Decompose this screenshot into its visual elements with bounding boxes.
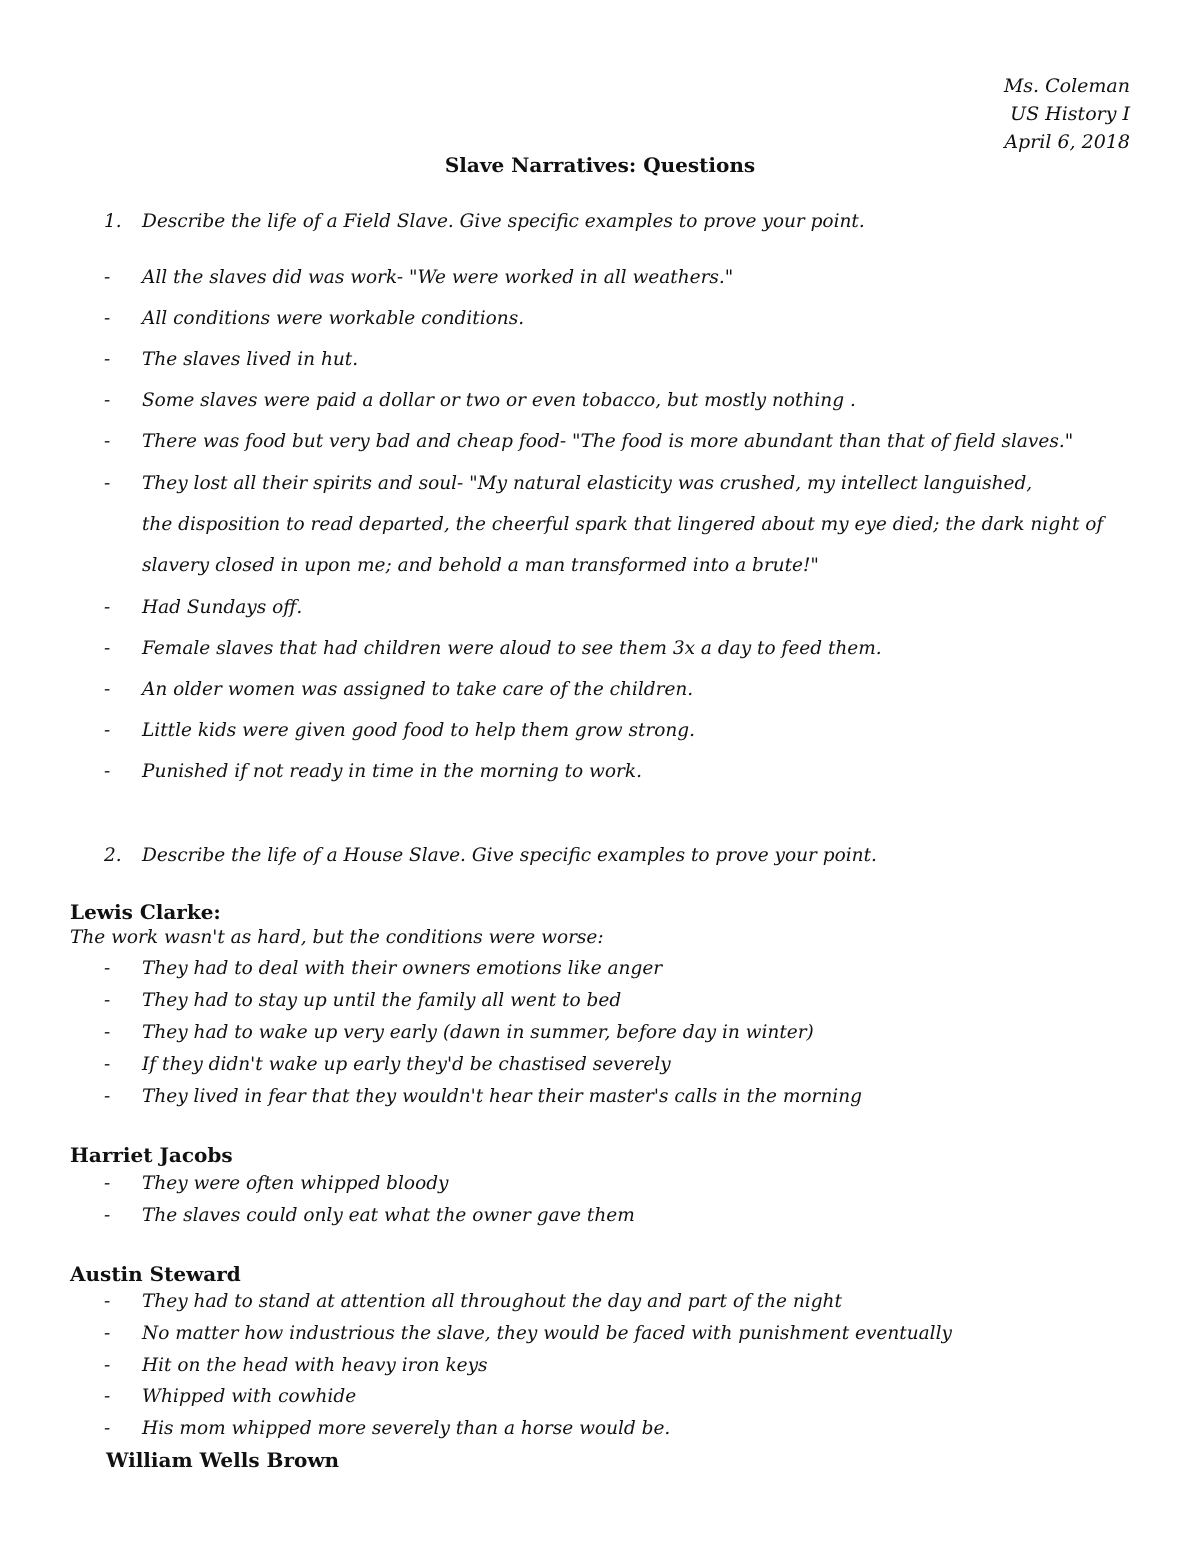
question-1 — [104, 211, 865, 232]
list-item: - They had to deal with their owners emotions like anger — [104, 958, 663, 979]
list-item: - They had to stay up until the family all went to bed — [104, 990, 622, 1011]
list-item: - Some slaves were paid a dollar or two or even tobacco, but mostly nothing . — [104, 390, 856, 411]
page-title: Slave Narratives: Questions — [444, 153, 756, 177]
list-item-continuation: slavery closed in upon me; and behold a man transformed into a brute!" — [142, 555, 819, 576]
document-header — [1004, 72, 1130, 156]
question-number: 2. — [104, 845, 122, 866]
list-item: - No matter how industrious the slave, they would be faced with punishment eventually — [104, 1323, 952, 1344]
list-item: - The slaves lived in hut. — [104, 349, 359, 370]
section-heading-lewis-clarke: Lewis Clarke: — [70, 900, 221, 924]
list-item: - They had to stand at attention all throughout the day and part of the night — [104, 1291, 842, 1312]
list-item-continuation: the disposition to read departed, the cheerful spark that lingered about my eye died; the dark night of — [142, 514, 1104, 535]
document-date: April 6, 2018 — [1004, 131, 1130, 153]
list-item: - Little kids were given good food to help them grow strong. — [104, 720, 696, 741]
teacher-name: Ms. Coleman — [1003, 75, 1130, 97]
list-item: - If they didn't wake up early they'd be chastised severely — [104, 1054, 671, 1075]
section-subheading: The work wasn't as hard, but the conditions were worse: — [70, 927, 604, 948]
question-text: Describe the life of a House Slave. Give specific examples to prove your point. — [142, 845, 877, 866]
section-heading-austin-steward: Austin Steward — [70, 1262, 241, 1286]
question-text: Describe the life of a Field Slave. Give specific examples to prove your point. — [142, 211, 865, 232]
list-item: - They lost all their spirits and soul- "My natural elasticity was crushed, my intellect languished, — [104, 473, 1033, 494]
course-name: US History I — [1010, 103, 1130, 125]
list-item: - An older women was assigned to take care of the children. — [104, 679, 694, 700]
section-heading-harriet-jacobs: Harriet Jacobs — [70, 1143, 233, 1167]
list-item: - All conditions were workable conditions. — [104, 308, 525, 329]
question-2 — [104, 845, 877, 866]
section-heading-william-wells-brown: William Wells Brown — [106, 1448, 340, 1472]
list-item: - Punished if not ready in time in the morning to work. — [104, 761, 642, 782]
list-item: - His mom whipped more severely than a horse would be. — [104, 1418, 671, 1439]
list-item: - They lived in fear that they wouldn't hear their master's calls in the morning — [104, 1086, 862, 1107]
list-item: - All the slaves did was work- "We were worked in all weathers." — [104, 267, 734, 288]
question-number: 1. — [104, 211, 122, 232]
list-item: - Whipped with cowhide — [104, 1386, 357, 1407]
list-item: - The slaves could only eat what the owner gave them — [104, 1205, 635, 1226]
list-item: - Hit on the head with heavy iron keys — [104, 1355, 488, 1376]
list-item: - Female slaves that had children were aloud to see them 3x a day to feed them. — [104, 638, 882, 659]
list-item: - There was food but very bad and cheap food- "The food is more abundant than that of field slaves." — [104, 431, 1074, 452]
list-item: - They had to wake up very early (dawn in summer, before day in winter) — [104, 1022, 814, 1043]
list-item: - Had Sundays off. — [104, 597, 303, 618]
list-item: - They were often whipped bloody — [104, 1173, 449, 1194]
